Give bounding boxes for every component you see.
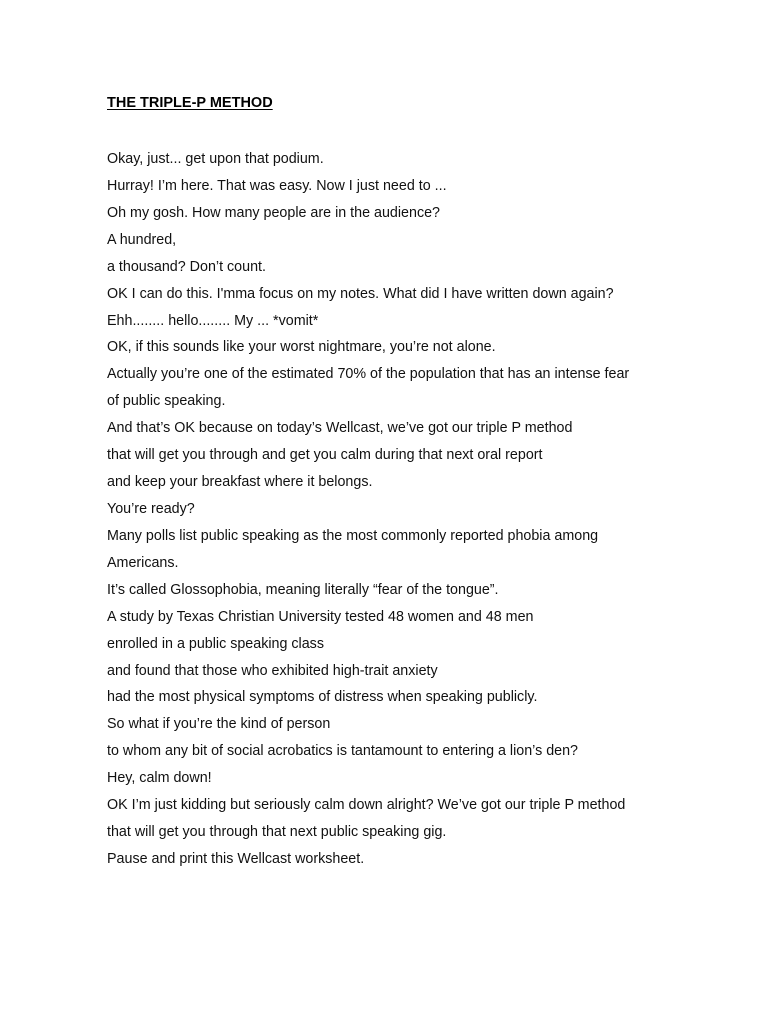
text-line: Oh my gosh. How many people are in the audience? — [107, 204, 440, 221]
text-line: and found that those who exhibited high-trait anxiety — [107, 662, 438, 679]
text-line: So what if you’re the kind of person — [107, 716, 331, 733]
text-line: Americans. — [107, 554, 179, 571]
text-line: And that’s OK because on today’s Wellcast, we’ve got our triple P method — [107, 420, 573, 437]
text-line: It’s called Glossophobia, meaning literally “fear of the tongue”. — [107, 581, 499, 598]
text-line: a thousand? Don’t count. — [107, 258, 266, 275]
text-line: Actually you’re one of the estimated 70% of the population that has an intense fear — [107, 366, 630, 383]
document-title: THE TRIPLE-P METHOD — [107, 95, 273, 111]
text-line: You’re ready? — [107, 500, 195, 517]
text-line: Ehh........ hello........ My ... *vomit* — [107, 312, 319, 329]
text-line: Many polls list public speaking as the most commonly reported phobia among — [107, 527, 599, 544]
text-line: had the most physical symptoms of distress when speaking publicly. — [107, 689, 538, 706]
text-line: Pause and print this Wellcast worksheet. — [107, 850, 365, 867]
text-line: OK I’m just kidding but seriously calm down alright? We’ve got our triple P method — [107, 797, 626, 814]
text-line: Hurray! I’m here. That was easy. Now I just need to ... — [107, 177, 447, 194]
text-line: Okay, just... get upon that podium. — [107, 151, 324, 167]
text-line: that will get you through and get you calm during that next oral report — [107, 447, 543, 464]
text-line: Hey, calm down! — [107, 770, 212, 787]
text-line: A study by Texas Christian University tested 48 women and 48 men — [107, 608, 534, 625]
text-line: OK, if this sounds like your worst nightmare, you’re not alone. — [107, 339, 496, 356]
text-line: to whom any bit of social acrobatics is tantamount to entering a lion’s den? — [107, 743, 579, 760]
text-line: A hundred, — [107, 231, 177, 248]
text-line: of public speaking. — [107, 393, 226, 410]
text-line: that will get you through that next public speaking gig. — [107, 824, 447, 841]
text-line: and keep your breakfast where it belongs. — [107, 474, 373, 491]
text-line: enrolled in a public speaking class — [107, 635, 324, 652]
document-body — [107, 149, 727, 876]
text-line: OK I can do this. I'mma focus on my notes. What did I have written down again? — [107, 285, 614, 302]
